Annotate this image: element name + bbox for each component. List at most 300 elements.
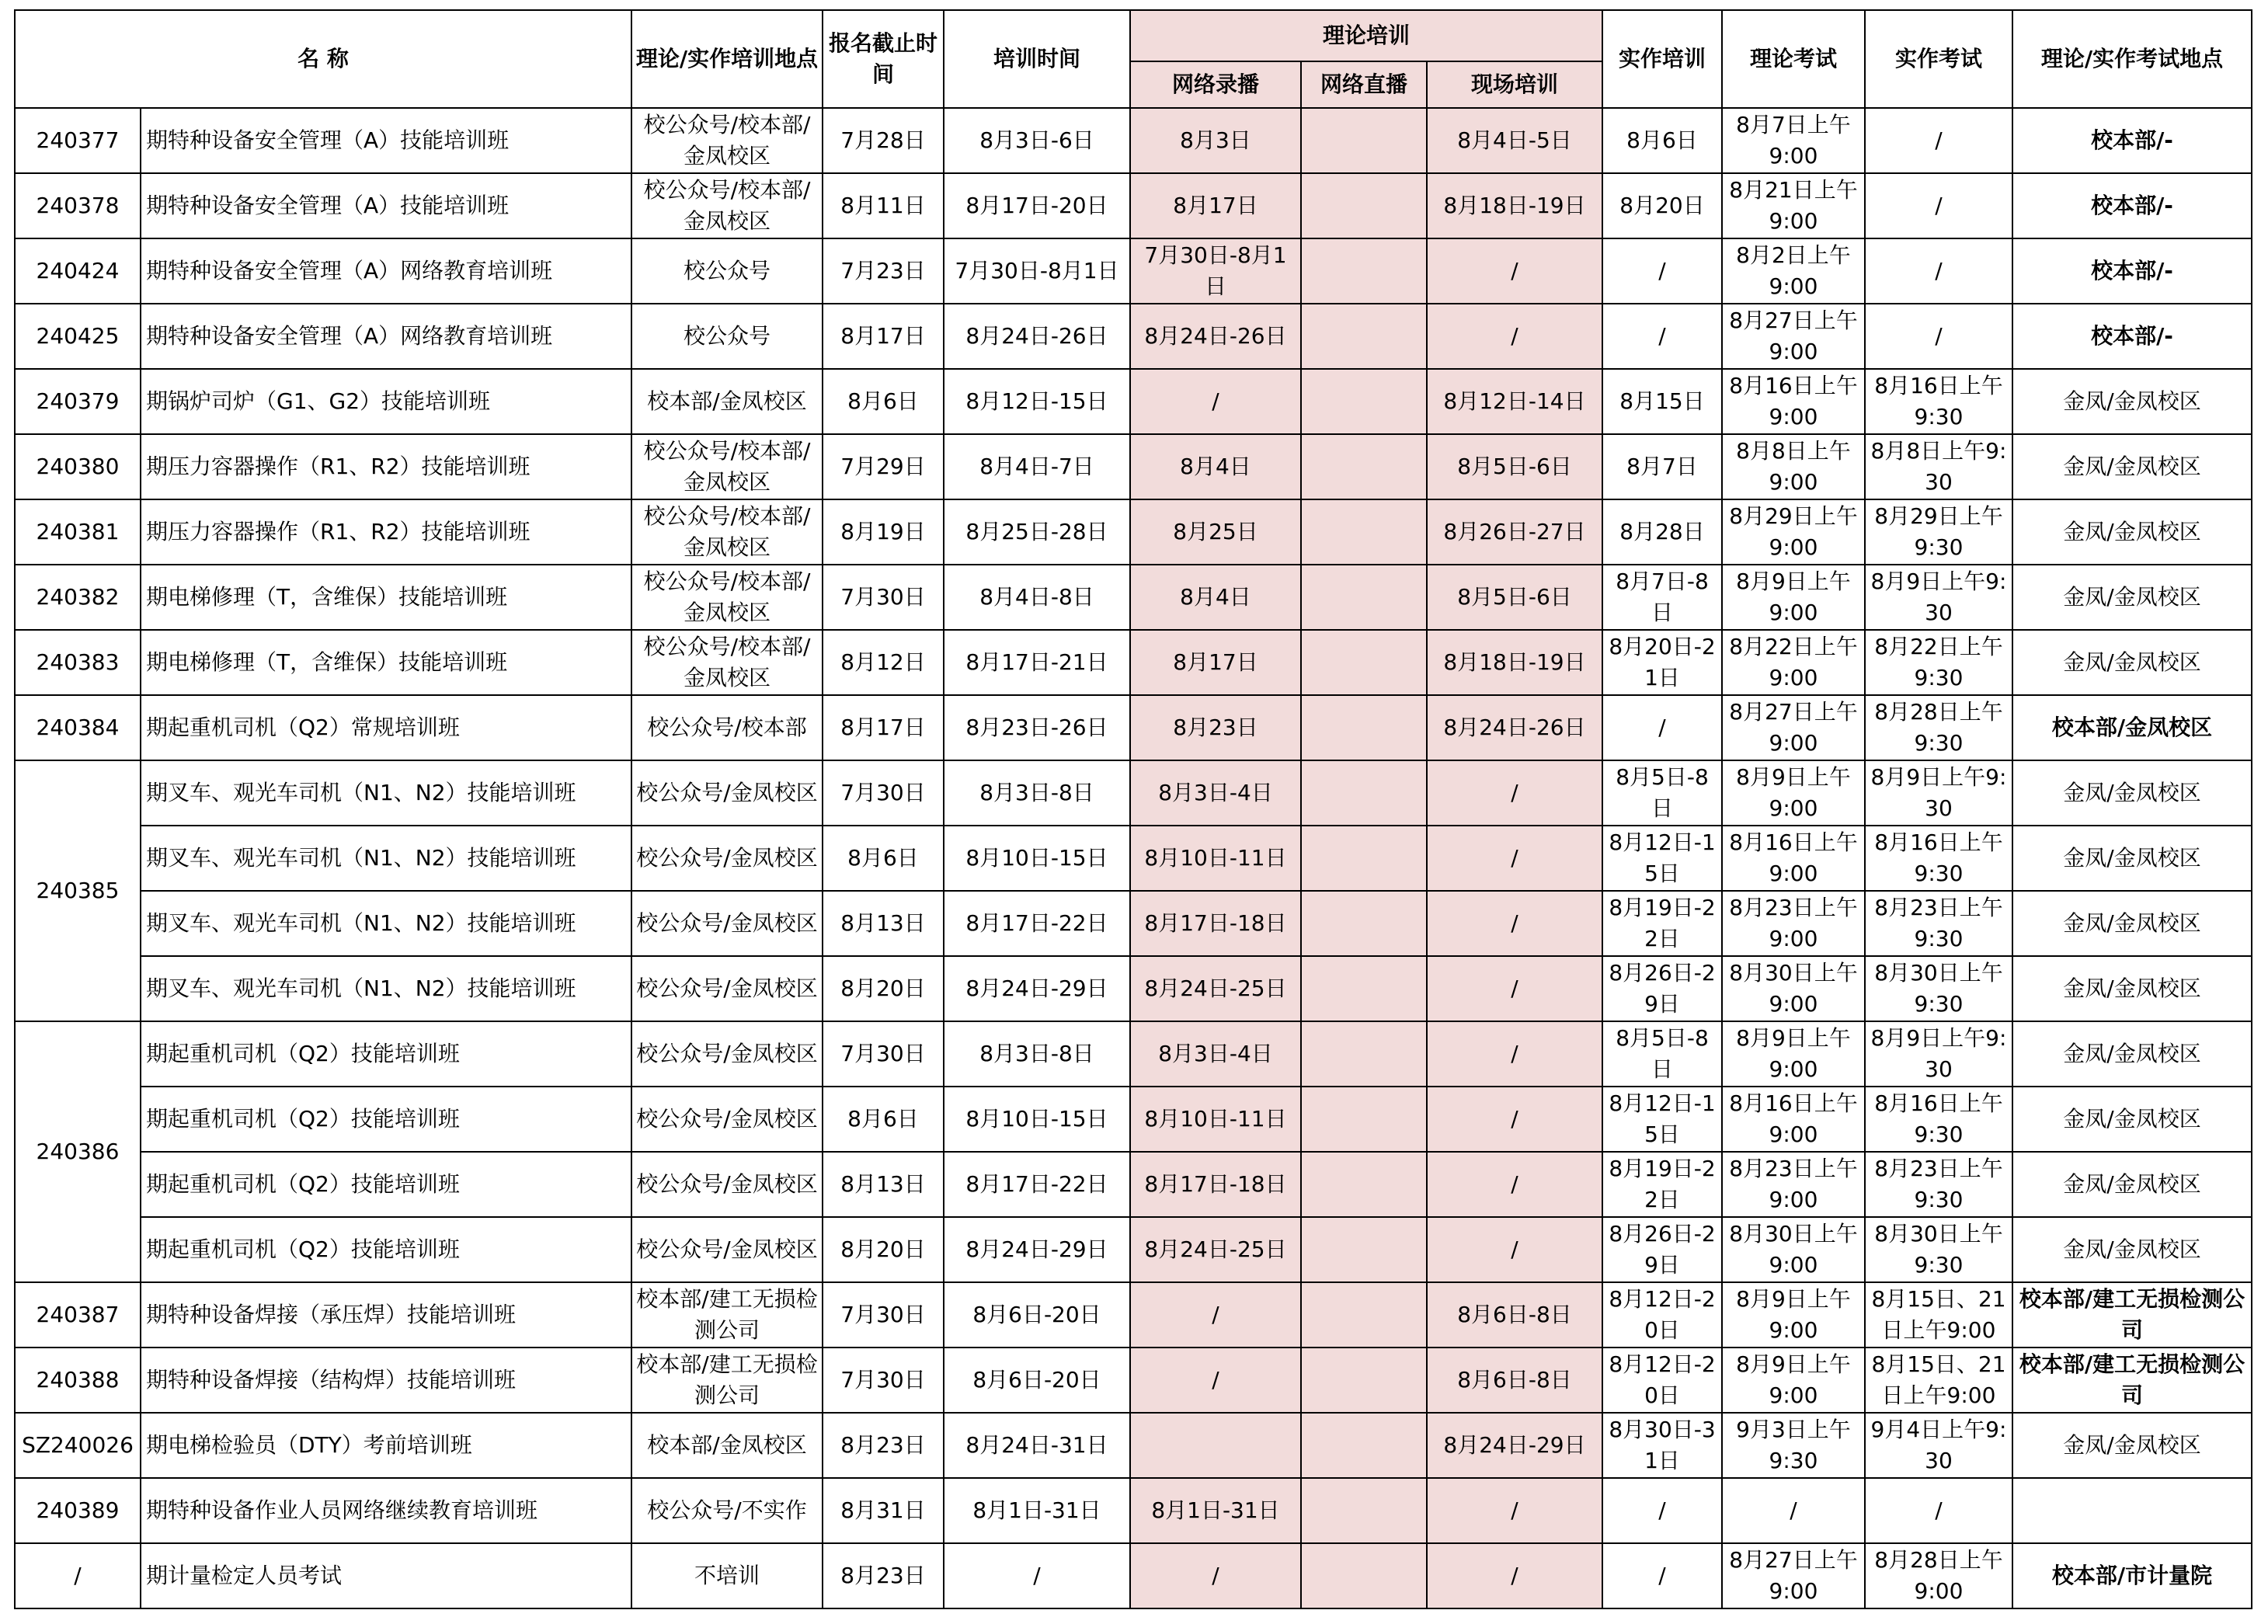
practice-exam-cell: 8月30日上午9:30 xyxy=(1865,1217,2012,1282)
exam-location-cell: 金凤/金凤校区 xyxy=(2012,565,2252,630)
theory-exam-cell: 8月16日上午9:00 xyxy=(1722,826,1865,891)
online-live-cell xyxy=(1301,369,1427,434)
class-id-cell: 240382 xyxy=(15,565,141,630)
header-practice-exam: 实作考试 xyxy=(1865,10,2012,108)
online-recording-cell: 8月24日-25日 xyxy=(1130,956,1301,1021)
header-online-live: 网络直播 xyxy=(1301,61,1427,108)
practice-exam-cell: 8月30日上午9:30 xyxy=(1865,956,2012,1021)
onsite-training-cell: / xyxy=(1427,1021,1602,1087)
table-row xyxy=(15,434,2252,499)
online-recording-cell: / xyxy=(1130,1348,1301,1413)
training-time-cell: 8月17日-21日 xyxy=(944,630,1130,695)
table-row xyxy=(15,304,2252,369)
training-location-cell: 校公众号/校本部/金凤校区 xyxy=(631,565,823,630)
online-recording-cell: 8月10日-11日 xyxy=(1130,826,1301,891)
online-live-cell xyxy=(1301,565,1427,630)
class-id-cell: 240387 xyxy=(15,1282,141,1348)
online-recording-cell: / xyxy=(1130,1282,1301,1348)
online-recording-cell: 7月30日-8月1日 xyxy=(1130,238,1301,304)
practice-exam-cell: 8月15日、21日上午9:00 xyxy=(1865,1348,2012,1413)
deadline-cell: 7月30日 xyxy=(823,565,944,630)
header-onsite-training: 现场培训 xyxy=(1427,61,1602,108)
training-location-cell: 校公众号/校本部 xyxy=(631,695,823,760)
header-online-recording: 网络录播 xyxy=(1130,61,1301,108)
onsite-training-cell: 8月18日-19日 xyxy=(1427,173,1602,238)
exam-location-cell: 校本部/金凤校区 xyxy=(2012,695,2252,760)
onsite-training-cell: 8月12日-14日 xyxy=(1427,369,1602,434)
theory-exam-cell: 8月27日上午9:00 xyxy=(1722,695,1865,760)
exam-location-cell: 金凤/金凤校区 xyxy=(2012,1021,2252,1087)
practice-training-cell: 8月20日-21日 xyxy=(1602,630,1722,695)
theory-exam-cell: 8月27日上午9:00 xyxy=(1722,304,1865,369)
online-live-cell xyxy=(1301,173,1427,238)
online-recording-cell: 8月1日-31日 xyxy=(1130,1478,1301,1543)
training-time-cell: 8月3日-8日 xyxy=(944,1021,1130,1087)
online-recording-cell: 8月3日-4日 xyxy=(1130,1021,1301,1087)
practice-exam-cell: 8月9日上午9:30 xyxy=(1865,760,2012,826)
online-recording-cell: / xyxy=(1130,1543,1301,1608)
header-deadline: 报名截止时间 xyxy=(823,10,944,108)
training-location-cell: 校公众号/金凤校区 xyxy=(631,891,823,956)
table-row xyxy=(15,630,2252,695)
online-recording-cell: 8月4日 xyxy=(1130,434,1301,499)
class-id-cell: / xyxy=(15,1543,141,1608)
table-row xyxy=(15,565,2252,630)
deadline-cell: 8月11日 xyxy=(823,173,944,238)
exam-location-cell: 校本部/建工无损检测公司 xyxy=(2012,1282,2252,1348)
training-location-cell: 校公众号/校本部/金凤校区 xyxy=(631,499,823,565)
theory-exam-cell: 8月8日上午9:00 xyxy=(1722,434,1865,499)
onsite-training-cell: 8月24日-29日 xyxy=(1427,1413,1602,1478)
practice-exam-cell: 8月23日上午9:30 xyxy=(1865,891,2012,956)
theory-exam-cell: 8月29日上午9:00 xyxy=(1722,499,1865,565)
training-location-cell: 校公众号/校本部/金凤校区 xyxy=(631,434,823,499)
online-recording-cell: 8月17日 xyxy=(1130,630,1301,695)
online-live-cell xyxy=(1301,891,1427,956)
exam-location-cell: 校本部/- xyxy=(2012,173,2252,238)
course-name-cell: 期叉车、观光车司机（N1、N2）技能培训班 xyxy=(141,956,631,1021)
online-recording-cell: 8月4日 xyxy=(1130,565,1301,630)
online-recording-cell: 8月3日 xyxy=(1130,108,1301,173)
training-time-cell: 8月3日-6日 xyxy=(944,108,1130,173)
exam-location-cell: 金凤/金凤校区 xyxy=(2012,499,2252,565)
practice-exam-cell: 8月22日上午9:30 xyxy=(1865,630,2012,695)
practice-training-cell: / xyxy=(1602,695,1722,760)
deadline-cell: 8月23日 xyxy=(823,1543,944,1608)
training-location-cell: 校公众号/金凤校区 xyxy=(631,826,823,891)
practice-exam-cell: 8月23日上午9:30 xyxy=(1865,1152,2012,1217)
exam-location-cell: 金凤/金凤校区 xyxy=(2012,369,2252,434)
exam-location-cell: 金凤/金凤校区 xyxy=(2012,1413,2252,1478)
online-live-cell xyxy=(1301,1087,1427,1152)
table-row xyxy=(15,173,2252,238)
training-time-cell: 7月30日-8月1日 xyxy=(944,238,1130,304)
online-live-cell xyxy=(1301,1152,1427,1217)
deadline-cell: 8月6日 xyxy=(823,1087,944,1152)
table-row xyxy=(15,1217,2252,1282)
course-name-cell: 期压力容器操作（R1、R2）技能培训班 xyxy=(141,499,631,565)
deadline-cell: 7月28日 xyxy=(823,108,944,173)
deadline-cell: 8月19日 xyxy=(823,499,944,565)
training-location-cell: 校公众号/金凤校区 xyxy=(631,1152,823,1217)
online-recording-cell: 8月3日-4日 xyxy=(1130,760,1301,826)
onsite-training-cell: / xyxy=(1427,1087,1602,1152)
theory-exam-cell: 8月30日上午9:00 xyxy=(1722,956,1865,1021)
online-recording-cell: 8月17日-18日 xyxy=(1130,1152,1301,1217)
online-recording-cell xyxy=(1130,1413,1301,1478)
practice-training-cell: 8月12日-20日 xyxy=(1602,1282,1722,1348)
onsite-training-cell: 8月4日-5日 xyxy=(1427,108,1602,173)
table-row xyxy=(15,695,2252,760)
online-live-cell xyxy=(1301,760,1427,826)
online-live-cell xyxy=(1301,1021,1427,1087)
course-name-cell: 期电梯检验员（DTY）考前培训班 xyxy=(141,1413,631,1478)
header-theory-exam: 理论考试 xyxy=(1722,10,1865,108)
theory-exam-cell: 8月16日上午9:00 xyxy=(1722,1087,1865,1152)
exam-location-cell: 金凤/金凤校区 xyxy=(2012,1152,2252,1217)
table-row xyxy=(15,760,2252,826)
online-recording-cell: 8月17日-18日 xyxy=(1130,891,1301,956)
exam-location-cell: 金凤/金凤校区 xyxy=(2012,891,2252,956)
onsite-training-cell: 8月6日-8日 xyxy=(1427,1282,1602,1348)
online-live-cell xyxy=(1301,956,1427,1021)
onsite-training-cell: 8月5日-6日 xyxy=(1427,565,1602,630)
training-location-cell: 校本部/建工无损检测公司 xyxy=(631,1348,823,1413)
theory-exam-cell: / xyxy=(1722,1478,1865,1543)
training-location-cell: 校本部/金凤校区 xyxy=(631,369,823,434)
training-location-cell: 校本部/金凤校区 xyxy=(631,1413,823,1478)
practice-training-cell: 8月7日-8日 xyxy=(1602,565,1722,630)
header-exam-location: 理论/实作考试地点 xyxy=(2012,10,2252,108)
table-row xyxy=(15,1282,2252,1348)
online-recording-cell: 8月24日-25日 xyxy=(1130,1217,1301,1282)
training-time-cell: 8月17日-22日 xyxy=(944,1152,1130,1217)
practice-exam-cell: 8月8日上午9:30 xyxy=(1865,434,2012,499)
course-name-cell: 期计量检定人员考试 xyxy=(141,1543,631,1608)
theory-exam-cell: 8月9日上午9:00 xyxy=(1722,1021,1865,1087)
training-location-cell: 校公众号 xyxy=(631,304,823,369)
training-location-cell: 校公众号/不实作 xyxy=(631,1478,823,1543)
online-live-cell xyxy=(1301,108,1427,173)
training-time-cell: 8月10日-15日 xyxy=(944,826,1130,891)
practice-exam-cell: / xyxy=(1865,108,2012,173)
onsite-training-cell: 8月6日-8日 xyxy=(1427,1348,1602,1413)
practice-exam-cell: 8月9日上午9:30 xyxy=(1865,565,2012,630)
course-name-cell: 期起重机司机（Q2）技能培训班 xyxy=(141,1021,631,1087)
online-live-cell xyxy=(1301,434,1427,499)
exam-location-cell: 金凤/金凤校区 xyxy=(2012,956,2252,1021)
practice-training-cell: 8月19日-22日 xyxy=(1602,1152,1722,1217)
deadline-cell: 7月30日 xyxy=(823,760,944,826)
deadline-cell: 8月6日 xyxy=(823,369,944,434)
deadline-cell: 7月30日 xyxy=(823,1282,944,1348)
table-row xyxy=(15,1152,2252,1217)
class-id-cell: 240386 xyxy=(15,1021,141,1282)
training-location-cell: 校公众号/金凤校区 xyxy=(631,1217,823,1282)
theory-exam-cell: 8月2日上午9:00 xyxy=(1722,238,1865,304)
practice-exam-cell: 9月4日上午9:30 xyxy=(1865,1413,2012,1478)
exam-location-cell: 校本部/- xyxy=(2012,304,2252,369)
deadline-cell: 8月17日 xyxy=(823,304,944,369)
training-location-cell: 不培训 xyxy=(631,1543,823,1608)
practice-exam-cell: 8月16日上午9:30 xyxy=(1865,369,2012,434)
online-live-cell xyxy=(1301,1478,1427,1543)
exam-location-cell: 金凤/金凤校区 xyxy=(2012,630,2252,695)
online-recording-cell: 8月24日-26日 xyxy=(1130,304,1301,369)
online-live-cell xyxy=(1301,304,1427,369)
training-time-cell: 8月10日-15日 xyxy=(944,1087,1130,1152)
class-id-cell: 240388 xyxy=(15,1348,141,1413)
theory-exam-cell: 8月22日上午9:00 xyxy=(1722,630,1865,695)
training-location-cell: 校公众号/金凤校区 xyxy=(631,1087,823,1152)
table-row xyxy=(15,108,2252,173)
course-name-cell: 期起重机司机（Q2）技能培训班 xyxy=(141,1217,631,1282)
header-name: 名 称 xyxy=(15,10,631,108)
online-live-cell xyxy=(1301,499,1427,565)
online-live-cell xyxy=(1301,826,1427,891)
practice-training-cell: 8月26日-29日 xyxy=(1602,1217,1722,1282)
training-time-cell: 8月3日-8日 xyxy=(944,760,1130,826)
online-live-cell xyxy=(1301,238,1427,304)
practice-exam-cell: 8月16日上午9:30 xyxy=(1865,826,2012,891)
theory-exam-cell: 8月7日上午9:00 xyxy=(1722,108,1865,173)
training-time-cell: 8月24日-29日 xyxy=(944,1217,1130,1282)
theory-exam-cell: 8月9日上午9:00 xyxy=(1722,1348,1865,1413)
course-name-cell: 期特种设备安全管理（A）网络教育培训班 xyxy=(141,304,631,369)
theory-exam-cell: 8月9日上午9:00 xyxy=(1722,565,1865,630)
theory-exam-cell: 8月9日上午9:00 xyxy=(1722,1282,1865,1348)
course-name-cell: 期电梯修理（T，含维保）技能培训班 xyxy=(141,565,631,630)
online-live-cell xyxy=(1301,1217,1427,1282)
theory-exam-cell: 8月21日上午9:00 xyxy=(1722,173,1865,238)
practice-training-cell: 8月30日-31日 xyxy=(1602,1413,1722,1478)
theory-exam-cell: 8月27日上午9:00 xyxy=(1722,1543,1865,1608)
class-id-cell: 240385 xyxy=(15,760,141,1021)
theory-exam-cell: 8月16日上午9:00 xyxy=(1722,369,1865,434)
deadline-cell: 8月13日 xyxy=(823,1152,944,1217)
class-id-cell: 240379 xyxy=(15,369,141,434)
training-location-cell: 校公众号/金凤校区 xyxy=(631,956,823,1021)
practice-training-cell: 8月7日 xyxy=(1602,434,1722,499)
practice-exam-cell: 8月28日上午9:30 xyxy=(1865,695,2012,760)
exam-location-cell: 金凤/金凤校区 xyxy=(2012,1087,2252,1152)
class-id-cell: 240425 xyxy=(15,304,141,369)
practice-training-cell: 8月12日-20日 xyxy=(1602,1348,1722,1413)
training-time-cell: 8月25日-28日 xyxy=(944,499,1130,565)
course-name-cell: 期特种设备焊接（承压焊）技能培训班 xyxy=(141,1282,631,1348)
onsite-training-cell: / xyxy=(1427,891,1602,956)
online-live-cell xyxy=(1301,695,1427,760)
onsite-training-cell: / xyxy=(1427,760,1602,826)
training-time-cell: 8月6日-20日 xyxy=(944,1348,1130,1413)
deadline-cell: 8月31日 xyxy=(823,1478,944,1543)
onsite-training-cell: / xyxy=(1427,238,1602,304)
table-row xyxy=(15,369,2252,434)
onsite-training-cell: 8月18日-19日 xyxy=(1427,630,1602,695)
practice-training-cell: 8月26日-29日 xyxy=(1602,956,1722,1021)
practice-training-cell: 8月15日 xyxy=(1602,369,1722,434)
onsite-training-cell: / xyxy=(1427,1152,1602,1217)
onsite-training-cell: / xyxy=(1427,304,1602,369)
practice-exam-cell: 8月15日、21日上午9:00 xyxy=(1865,1282,2012,1348)
training-time-cell: 8月6日-20日 xyxy=(944,1282,1130,1348)
theory-exam-cell: 8月23日上午9:00 xyxy=(1722,891,1865,956)
class-id-cell: 240380 xyxy=(15,434,141,499)
header-theory: 理论培训 xyxy=(1130,10,1602,61)
online-live-cell xyxy=(1301,1543,1427,1608)
deadline-cell: 8月13日 xyxy=(823,891,944,956)
table-row xyxy=(15,238,2252,304)
training-location-cell: 校公众号/校本部/金凤校区 xyxy=(631,108,823,173)
onsite-training-cell: / xyxy=(1427,1478,1602,1543)
theory-exam-cell: 8月23日上午9:00 xyxy=(1722,1152,1865,1217)
course-name-cell: 期电梯修理（T，含维保）技能培训班 xyxy=(141,630,631,695)
exam-location-cell xyxy=(2012,1478,2252,1543)
table-row xyxy=(15,1543,2252,1608)
training-time-cell: 8月23日-26日 xyxy=(944,695,1130,760)
training-time-cell: 8月4日-7日 xyxy=(944,434,1130,499)
onsite-training-cell: / xyxy=(1427,1217,1602,1282)
onsite-training-cell: / xyxy=(1427,956,1602,1021)
table-row xyxy=(15,1021,2252,1087)
exam-location-cell: 金凤/金凤校区 xyxy=(2012,1217,2252,1282)
class-id-cell: 240381 xyxy=(15,499,141,565)
exam-location-cell: 金凤/金凤校区 xyxy=(2012,826,2252,891)
training-time-cell: 8月12日-15日 xyxy=(944,369,1130,434)
deadline-cell: 7月30日 xyxy=(823,1348,944,1413)
training-schedule-table xyxy=(14,9,2252,1609)
course-name-cell: 期特种设备安全管理（A）技能培训班 xyxy=(141,173,631,238)
training-location-cell: 校公众号/校本部/金凤校区 xyxy=(631,630,823,695)
practice-training-cell: / xyxy=(1602,238,1722,304)
training-time-cell: / xyxy=(944,1543,1130,1608)
training-time-cell: 8月17日-20日 xyxy=(944,173,1130,238)
exam-location-cell: 校本部/- xyxy=(2012,238,2252,304)
training-location-cell: 校公众号/金凤校区 xyxy=(631,1021,823,1087)
class-id-cell: 240424 xyxy=(15,238,141,304)
table-row xyxy=(15,1413,2252,1478)
online-live-cell xyxy=(1301,1413,1427,1478)
online-recording-cell: 8月10日-11日 xyxy=(1130,1087,1301,1152)
training-time-cell: 8月17日-22日 xyxy=(944,891,1130,956)
deadline-cell: 7月23日 xyxy=(823,238,944,304)
deadline-cell: 8月23日 xyxy=(823,1413,944,1478)
training-location-cell: 校公众号/金凤校区 xyxy=(631,760,823,826)
practice-training-cell: 8月5日-8日 xyxy=(1602,1021,1722,1087)
deadline-cell: 8月17日 xyxy=(823,695,944,760)
header-train-time: 培训时间 xyxy=(944,10,1130,108)
header-practice: 实作培训 xyxy=(1602,10,1722,108)
onsite-training-cell: 8月24日-26日 xyxy=(1427,695,1602,760)
course-name-cell: 期锅炉司炉（G1、G2）技能培训班 xyxy=(141,369,631,434)
online-recording-cell: 8月23日 xyxy=(1130,695,1301,760)
deadline-cell: 8月12日 xyxy=(823,630,944,695)
course-name-cell: 期叉车、观光车司机（N1、N2）技能培训班 xyxy=(141,891,631,956)
deadline-cell: 8月20日 xyxy=(823,1217,944,1282)
training-time-cell: 8月4日-8日 xyxy=(944,565,1130,630)
practice-training-cell: 8月12日-15日 xyxy=(1602,1087,1722,1152)
theory-exam-cell: 8月9日上午9:00 xyxy=(1722,760,1865,826)
practice-training-cell: / xyxy=(1602,304,1722,369)
course-name-cell: 期压力容器操作（R1、R2）技能培训班 xyxy=(141,434,631,499)
online-live-cell xyxy=(1301,1348,1427,1413)
course-name-cell: 期特种设备安全管理（A）网络教育培训班 xyxy=(141,238,631,304)
onsite-training-cell: 8月26日-27日 xyxy=(1427,499,1602,565)
header-location: 理论/实作培训地点 xyxy=(631,10,823,108)
practice-exam-cell: / xyxy=(1865,238,2012,304)
training-time-cell: 8月24日-31日 xyxy=(944,1413,1130,1478)
practice-exam-cell: 8月28日上午9:00 xyxy=(1865,1543,2012,1608)
course-name-cell: 期特种设备安全管理（A）技能培训班 xyxy=(141,108,631,173)
online-recording-cell: 8月17日 xyxy=(1130,173,1301,238)
exam-location-cell: 校本部/市计量院 xyxy=(2012,1543,2252,1608)
practice-exam-cell: 8月16日上午9:30 xyxy=(1865,1087,2012,1152)
training-time-cell: 8月24日-26日 xyxy=(944,304,1130,369)
course-name-cell: 期起重机司机（Q2）技能培训班 xyxy=(141,1152,631,1217)
online-recording-cell: 8月25日 xyxy=(1130,499,1301,565)
table-row xyxy=(15,891,2252,956)
class-id-cell: 240389 xyxy=(15,1478,141,1543)
class-id-cell: 240383 xyxy=(15,630,141,695)
course-name-cell: 期起重机司机（Q2）常规培训班 xyxy=(141,695,631,760)
onsite-training-cell: / xyxy=(1427,826,1602,891)
training-time-cell: 8月24日-29日 xyxy=(944,956,1130,1021)
exam-location-cell: 校本部/建工无损检测公司 xyxy=(2012,1348,2252,1413)
training-location-cell: 校公众号 xyxy=(631,238,823,304)
table-row xyxy=(15,1348,2252,1413)
theory-exam-cell: 8月30日上午9:00 xyxy=(1722,1217,1865,1282)
practice-exam-cell: / xyxy=(1865,304,2012,369)
deadline-cell: 8月20日 xyxy=(823,956,944,1021)
course-name-cell: 期起重机司机（Q2）技能培训班 xyxy=(141,1087,631,1152)
practice-exam-cell: 8月9日上午9:30 xyxy=(1865,1021,2012,1087)
table-row xyxy=(15,956,2252,1021)
table-row xyxy=(15,1478,2252,1543)
class-id-cell: SZ240026 xyxy=(15,1413,141,1478)
exam-location-cell: 校本部/- xyxy=(2012,108,2252,173)
practice-training-cell: 8月5日-8日 xyxy=(1602,760,1722,826)
course-name-cell: 期特种设备作业人员网络继续教育培训班 xyxy=(141,1478,631,1543)
practice-training-cell: 8月19日-22日 xyxy=(1602,891,1722,956)
practice-training-cell: / xyxy=(1602,1478,1722,1543)
practice-training-cell: 8月12日-15日 xyxy=(1602,826,1722,891)
online-recording-cell: / xyxy=(1130,369,1301,434)
practice-training-cell: 8月6日 xyxy=(1602,108,1722,173)
deadline-cell: 7月30日 xyxy=(823,1021,944,1087)
onsite-training-cell: 8月5日-6日 xyxy=(1427,434,1602,499)
class-id-cell: 240377 xyxy=(15,108,141,173)
class-id-cell: 240378 xyxy=(15,173,141,238)
training-location-cell: 校本部/建工无损检测公司 xyxy=(631,1282,823,1348)
training-location-cell: 校公众号/校本部/金凤校区 xyxy=(631,173,823,238)
practice-training-cell: / xyxy=(1602,1543,1722,1608)
practice-exam-cell: / xyxy=(1865,173,2012,238)
online-live-cell xyxy=(1301,1282,1427,1348)
deadline-cell: 7月29日 xyxy=(823,434,944,499)
practice-exam-cell: / xyxy=(1865,1478,2012,1543)
table-row xyxy=(15,826,2252,891)
practice-exam-cell: 8月29日上午9:30 xyxy=(1865,499,2012,565)
exam-location-cell: 金凤/金凤校区 xyxy=(2012,434,2252,499)
course-name-cell: 期叉车、观光车司机（N1、N2）技能培训班 xyxy=(141,760,631,826)
online-live-cell xyxy=(1301,630,1427,695)
practice-training-cell: 8月20日 xyxy=(1602,173,1722,238)
table-row xyxy=(15,499,2252,565)
training-time-cell: 8月1日-31日 xyxy=(944,1478,1130,1543)
class-id-cell: 240384 xyxy=(15,695,141,760)
course-name-cell: 期特种设备焊接（结构焊）技能培训班 xyxy=(141,1348,631,1413)
deadline-cell: 8月6日 xyxy=(823,826,944,891)
